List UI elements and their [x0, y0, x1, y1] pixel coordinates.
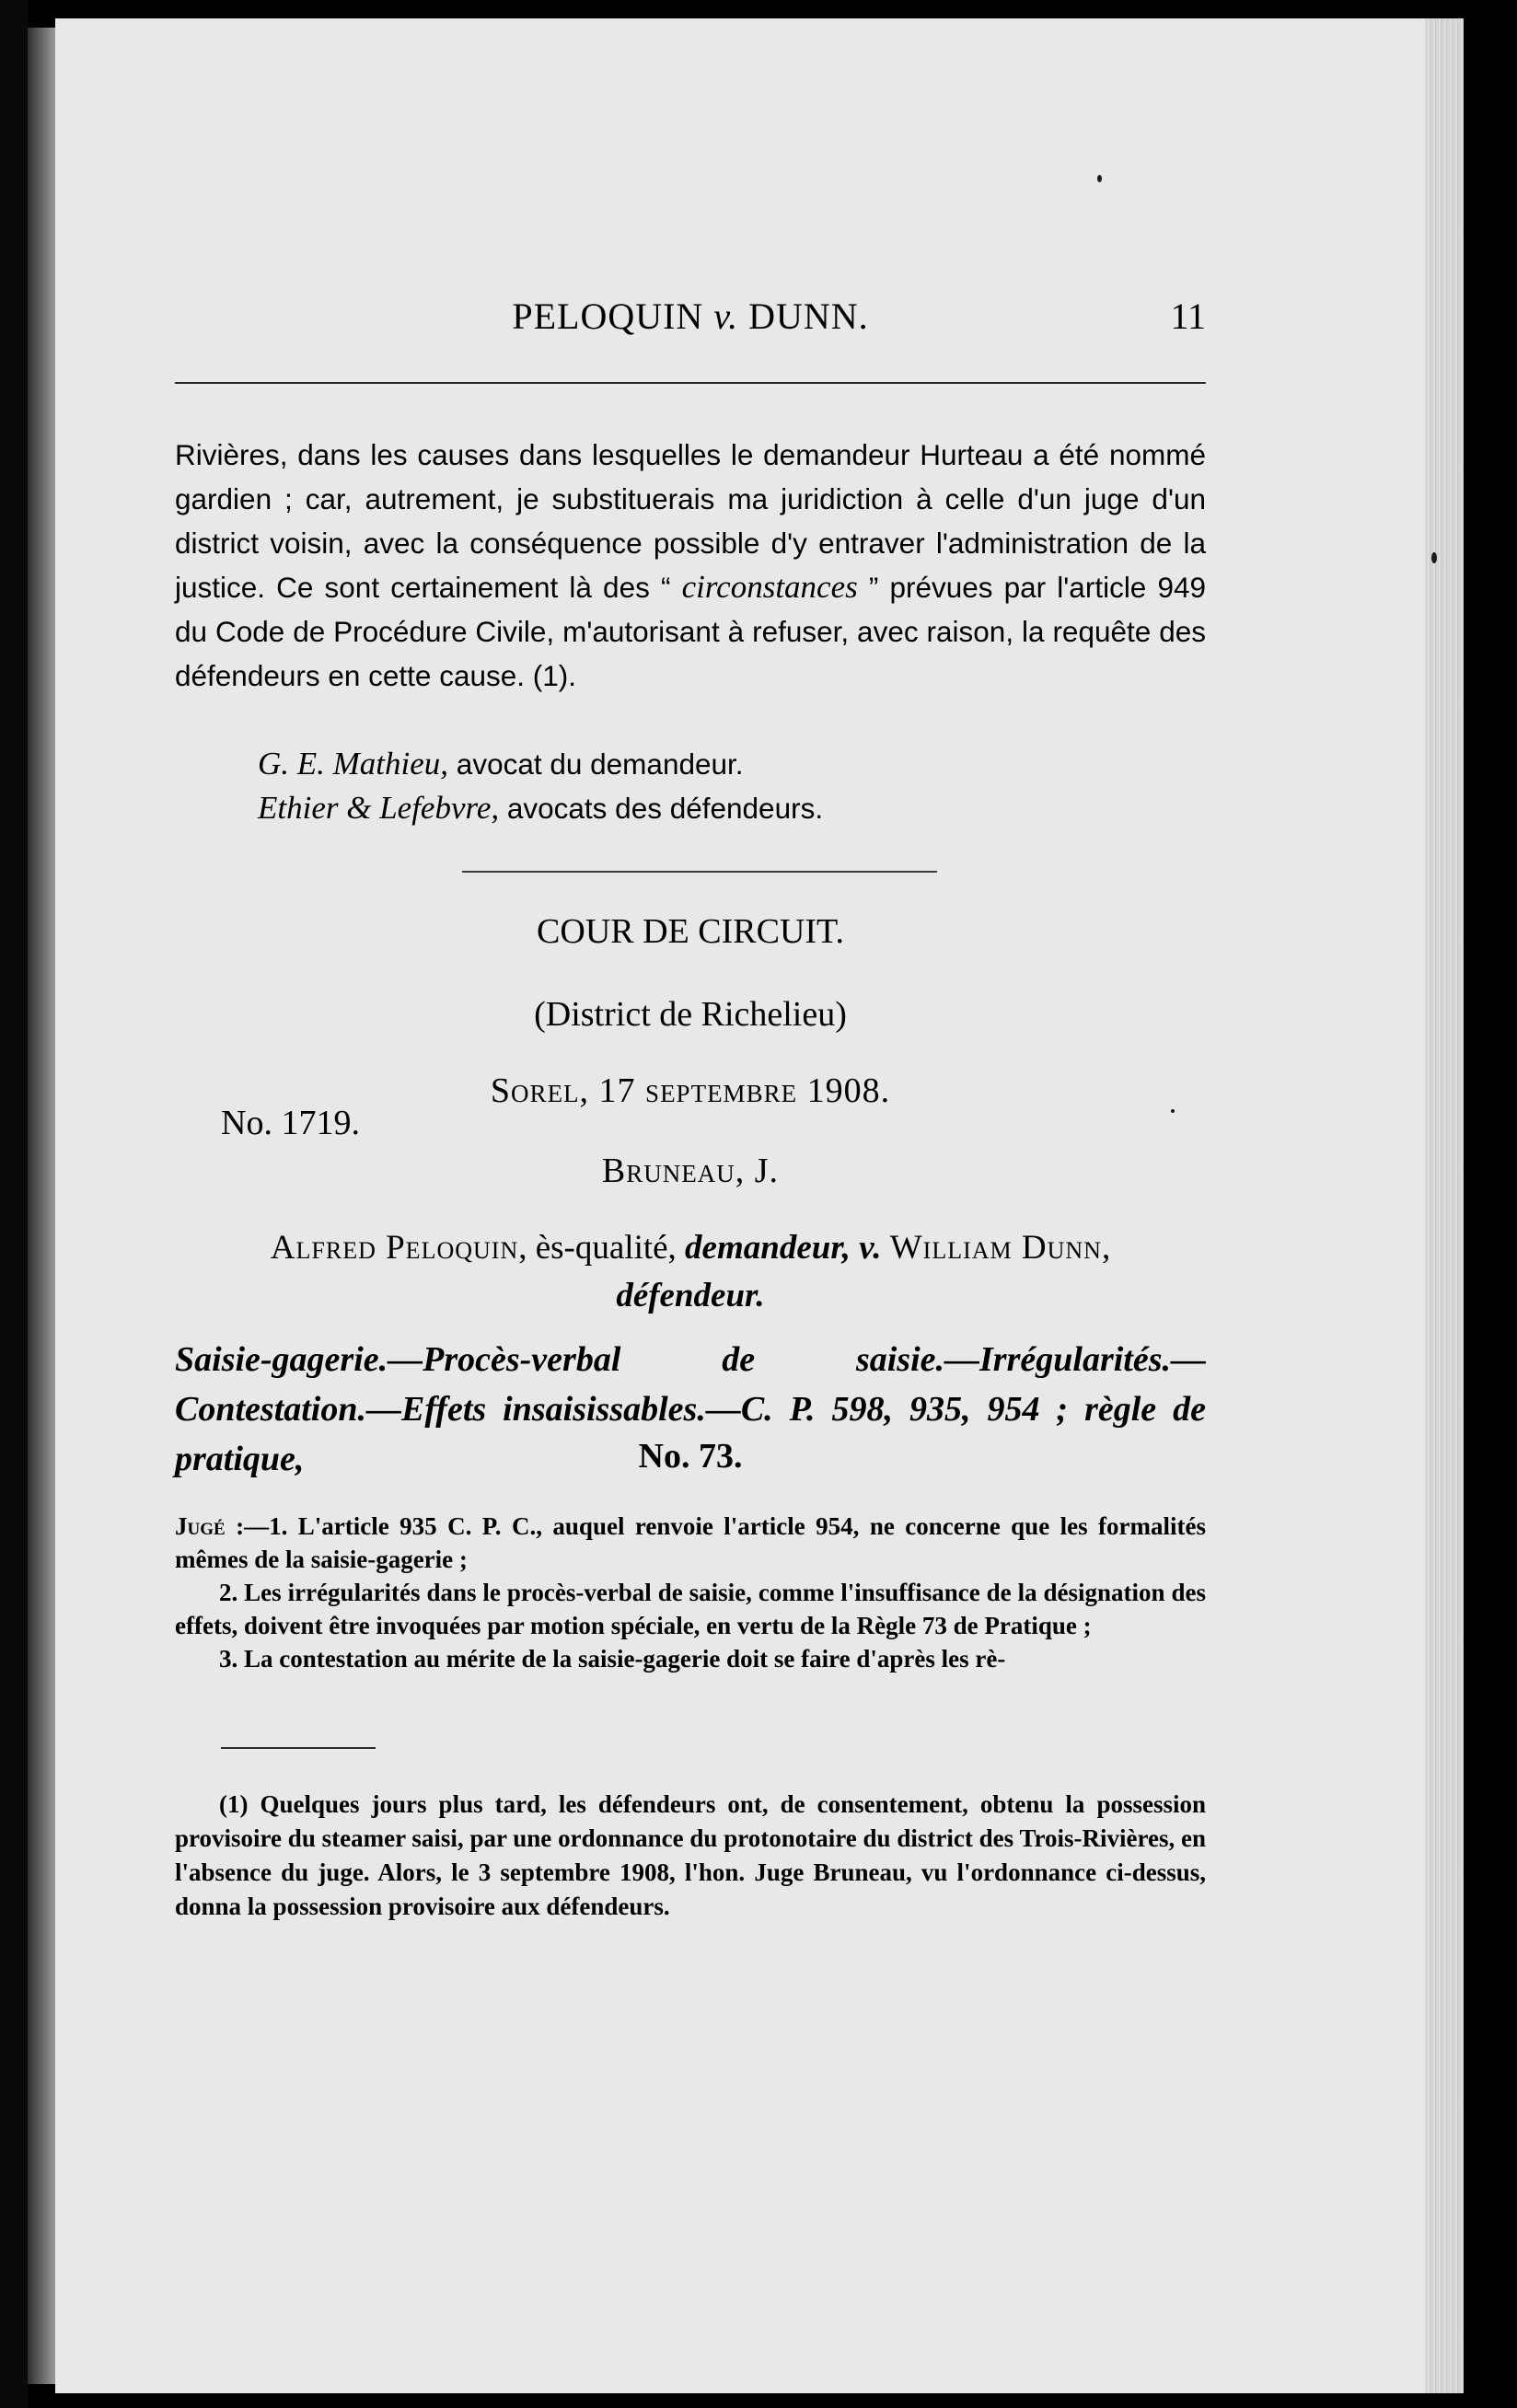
- paragraph-emphasis: circonstances: [681, 569, 858, 605]
- footnote-rule: [221, 1747, 376, 1749]
- headnote-keywords-end: No. 73.: [638, 1437, 743, 1476]
- defendant-counsel-line: [258, 786, 1206, 830]
- headnote-keywords: Saisie-gagerie.—Procès-verbal de saisie.—Irrégularités.—Contestation.—Effets insaisissables.—C. P. 598, 935, 954 ; règle de pratique,: [175, 1340, 1206, 1478]
- holding-item-2: 2. Les irrégularités dans le procès-verbal de saisie, comme l'insuffisance de la désignation des effets, doivent être invoquées par motion spéciale, en vertu de la Règle 73 de Pratique ;: [175, 1579, 1206, 1639]
- book-page: [55, 18, 1425, 2393]
- holding-item-1-text: :—1. L'article 935 C. P. C., auquel renvoie l'article 954, ne concerne que les formalités mêmes de la saisie-gagerie ;: [175, 1512, 1206, 1573]
- running-title: [175, 295, 1206, 338]
- judgment-conclusion-paragraph: [175, 433, 1206, 698]
- judge-name: Bruneau, J.: [601, 1152, 780, 1190]
- holding-lead: Jugé: [175, 1512, 226, 1540]
- scan-speck: [1431, 552, 1437, 563]
- court-name: COUR DE CIRCUIT.: [537, 912, 844, 951]
- paragraph-text-part-1: Rivières, dans les causes dans lesquelles le demandeur Hurteau a été nommé gardien ; car, autrement, je substituerais ma juridiction à celle d'un juge d'un district voisin, avec la conséquence possible d'y entraver l'administration de la justice. Ce sont certainement là des “: [175, 438, 1206, 604]
- page-number: 11: [1170, 295, 1206, 337]
- case-number: No. 1719.: [221, 1104, 360, 1142]
- plaintiff-name: Alfred Peloquin: [270, 1229, 519, 1267]
- scan-speck: [1097, 175, 1102, 182]
- book-gutter-shadow: [28, 28, 55, 2384]
- place-and-date: Sorel, 17 septembre 1908.: [490, 1071, 891, 1110]
- paragraph-text-part-2: ” prévues par l'article 949 du Code de Procédure Civile, m'autorisant à refuser, avec raison, la requête des défendeurs en cette cause. (1).: [175, 571, 1207, 692]
- defendant-counsel-role: avocats des défendeurs.: [499, 792, 824, 825]
- holding-summary: [175, 1510, 1206, 1675]
- plaintiff-role: demandeur,: [685, 1229, 851, 1267]
- holding-item-3: 3. La contestation au mérite de la saisie-gagerie doit se faire d'après les rè-: [219, 1645, 1006, 1673]
- scan-speck: [1171, 1109, 1175, 1113]
- plaintiff-counsel-name: G. E. Mathieu,: [258, 746, 449, 781]
- running-head: [175, 295, 1206, 350]
- footnote-1: (1) Quelques jours plus tard, les défendeurs ont, de consentement, obtenu la possession provisoire du steamer saisi, par une ordonnance du protonotaire du district des Trois-Rivières, en l'absence du juge. Alors, le 3 septembre 1908, l'hon. Juge Bruneau, vu l'ordonnance ci-dessus, donna la possession provisoire aux défendeurs.: [175, 1790, 1206, 1920]
- running-title-main: PELOQUIN: [512, 295, 704, 337]
- case-parties: Alfred Peloquin, ès-qualité, demandeur, v. William Dunn, défendeur.: [270, 1229, 1111, 1314]
- versus: v.: [850, 1229, 890, 1267]
- district-name: (District de Richelieu): [534, 995, 847, 1034]
- defendant-name: William Dunn: [889, 1229, 1102, 1267]
- defendant-role: défendeur.: [616, 1277, 765, 1314]
- running-title-end: DUNN.: [748, 295, 869, 337]
- plaintiff-counsel-line: [258, 742, 1206, 786]
- plaintiff-quality: , ès-qualité,: [518, 1229, 686, 1267]
- holding-item-1: [175, 1510, 1206, 1576]
- defendant-counsel-name: Ethier & Lefebvre,: [258, 790, 500, 826]
- plaintiff-counsel-role: avocat du demandeur.: [448, 747, 744, 781]
- header-rule: [175, 382, 1206, 384]
- book-page-edges: [1425, 18, 1464, 2393]
- section-separator-rule: [462, 871, 937, 873]
- running-title-versus: v.: [713, 295, 739, 337]
- scan-border-left: [0, 0, 28, 2408]
